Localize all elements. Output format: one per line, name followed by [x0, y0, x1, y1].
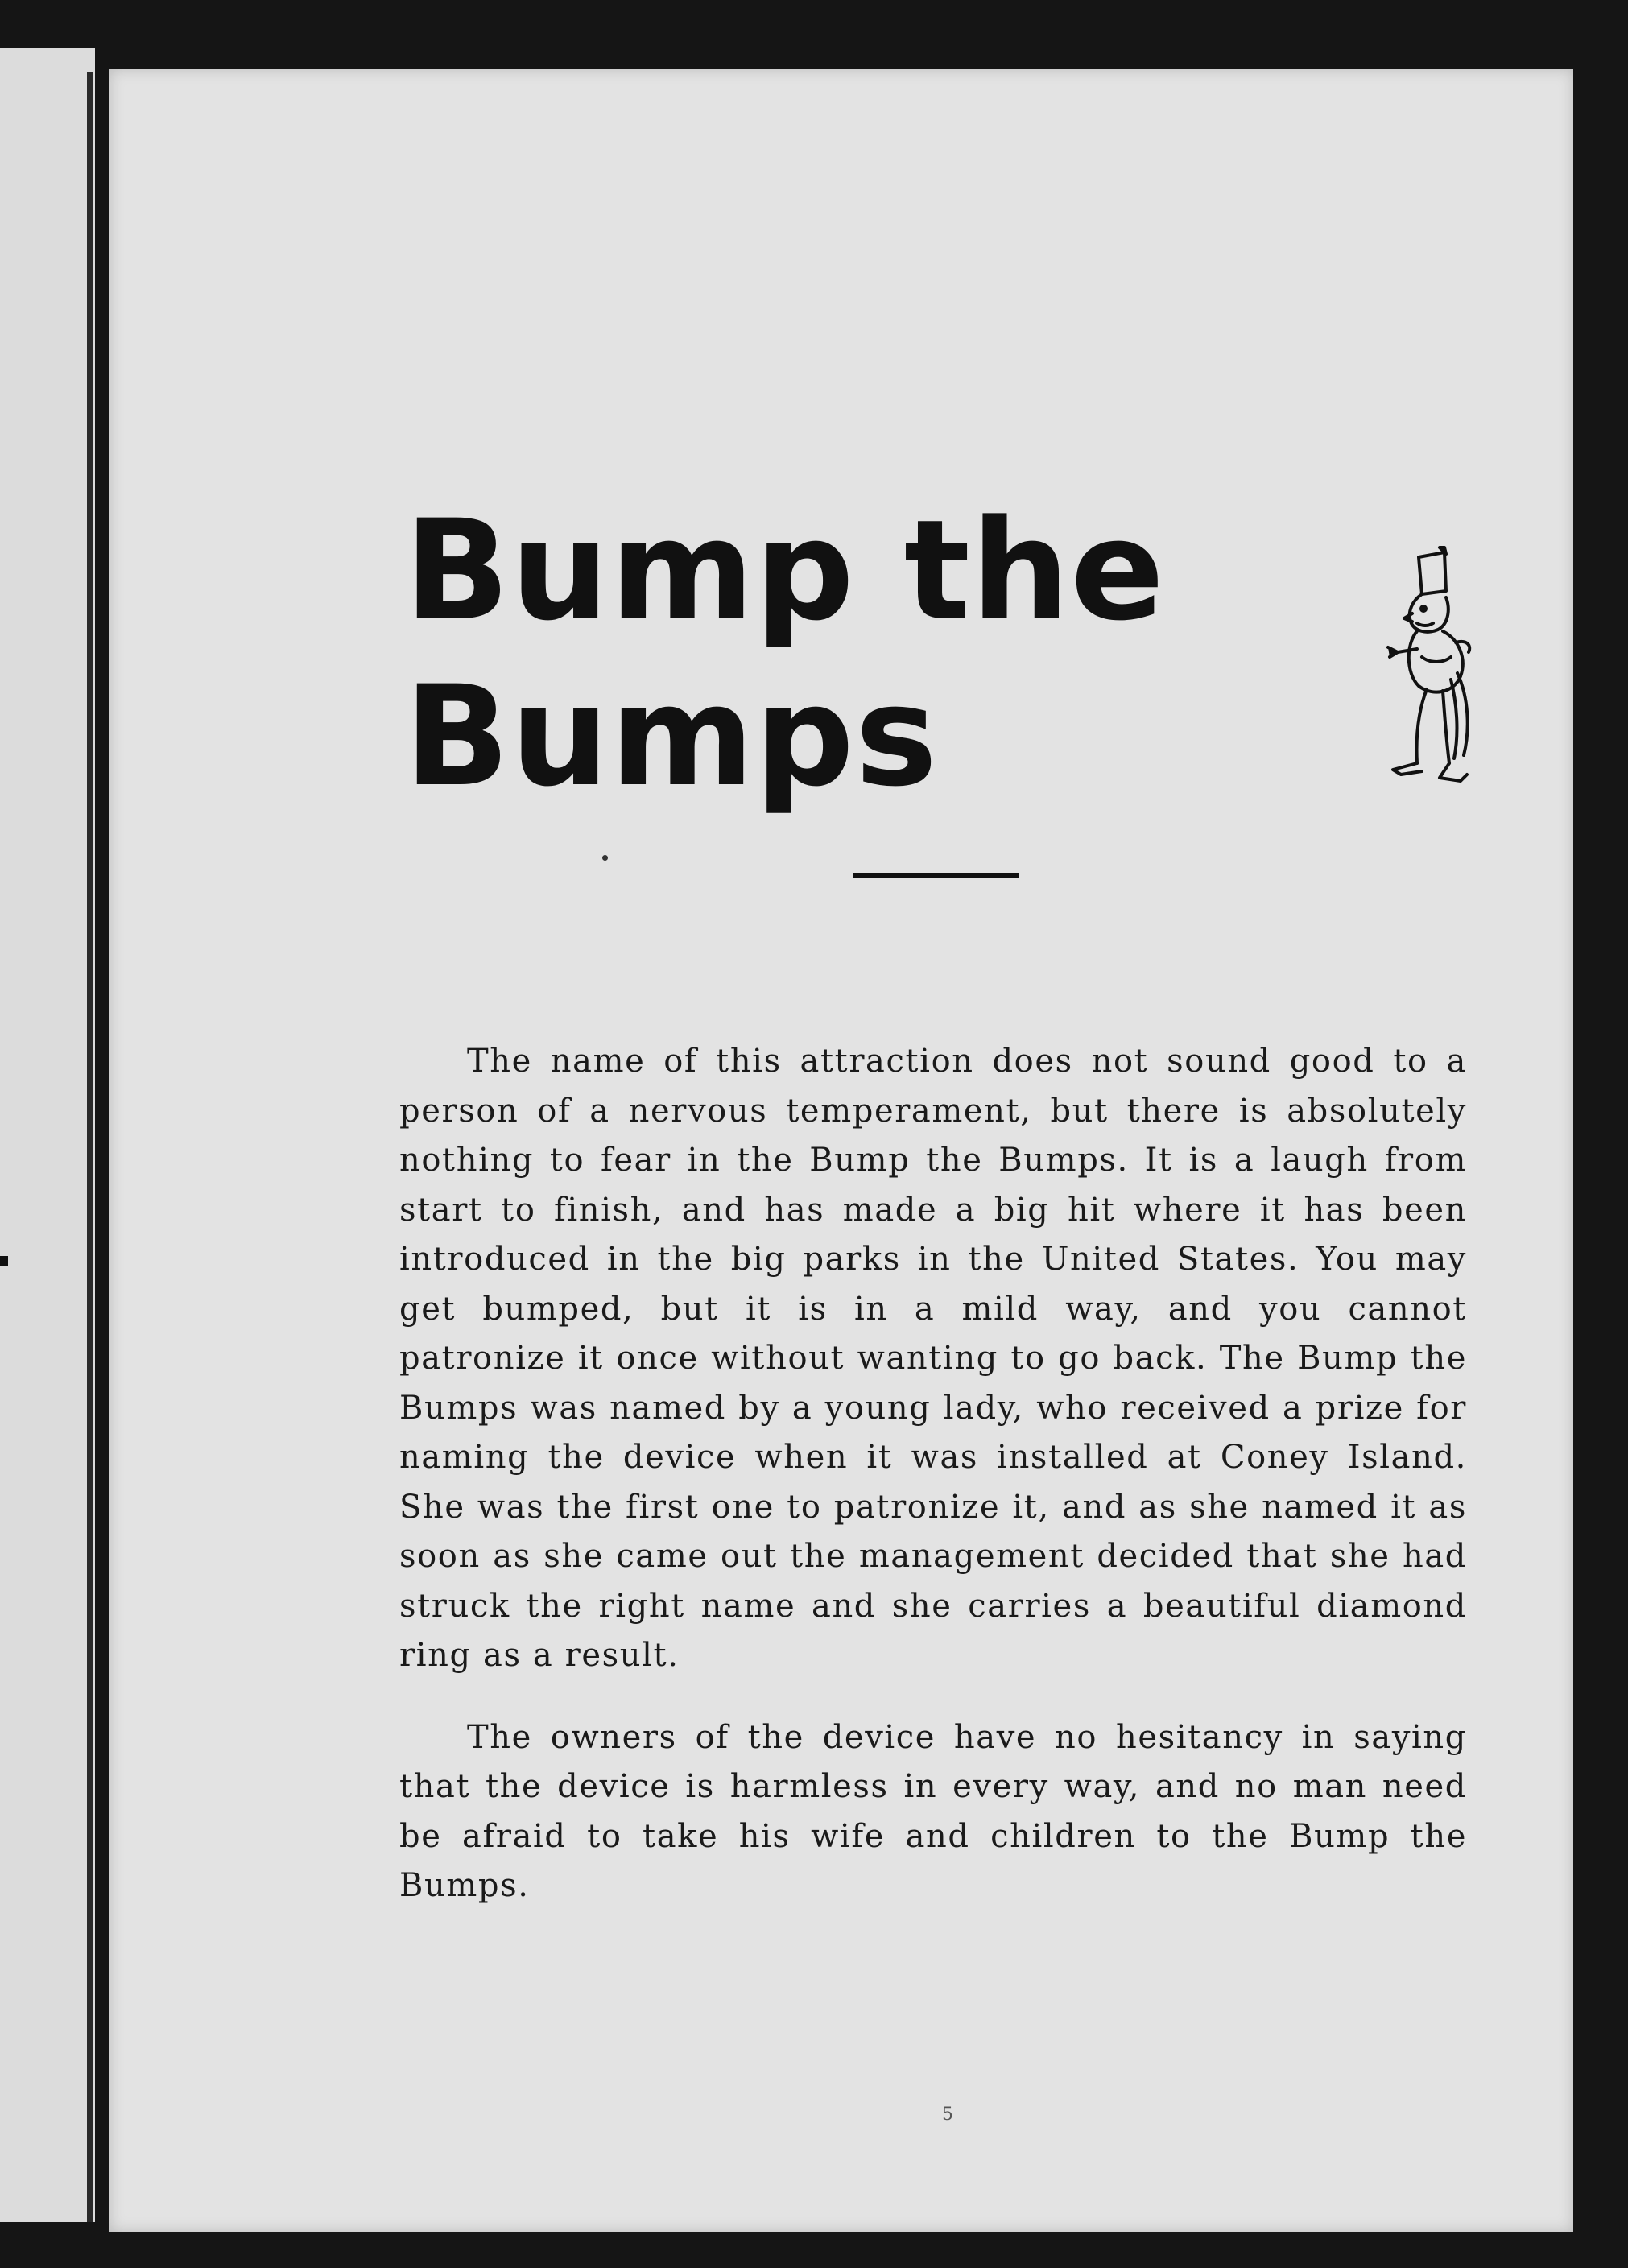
body-text	[399, 1037, 1467, 1911]
speck	[602, 855, 608, 861]
scan-mark	[0, 1256, 8, 1266]
facing-page-edge	[0, 48, 95, 2222]
title-line: Bumps	[404, 655, 939, 817]
page-title	[404, 488, 1165, 820]
page-number: 5	[942, 2105, 953, 2125]
title-rule	[853, 873, 1019, 878]
paragraph: The owners of the device have no hesitancy in saying that the device is harmless in every way, and no man need be afraid to take his wife and children to the Bump the Bumps.	[399, 1718, 1467, 1904]
paragraph: The name of this attraction does not sound good to a person of a nervous temperament, but there is absolutely nothing to fear in the Bump the Bumps. It is a laugh from start to finish, and has made a big hit where it has been introduced in the big parks in the United States. You may get bumped, but it is in a mild way, and you cannot patronize it once without wanting to go back. The Bump the Bumps was named by a young lady, who received a prize for naming the device when it was installed at Coney Island. She was the first one to patronize it, and as she named it as soon as she came out the management decided that she had struck the right name and she carries a beautiful diamond ring as a result.	[399, 1043, 1467, 1674]
cartoon-man-in-fez-icon	[1366, 544, 1486, 794]
binding-edge	[87, 72, 93, 2222]
title-line: Bump the	[404, 490, 1166, 651]
book-page	[109, 69, 1573, 2232]
